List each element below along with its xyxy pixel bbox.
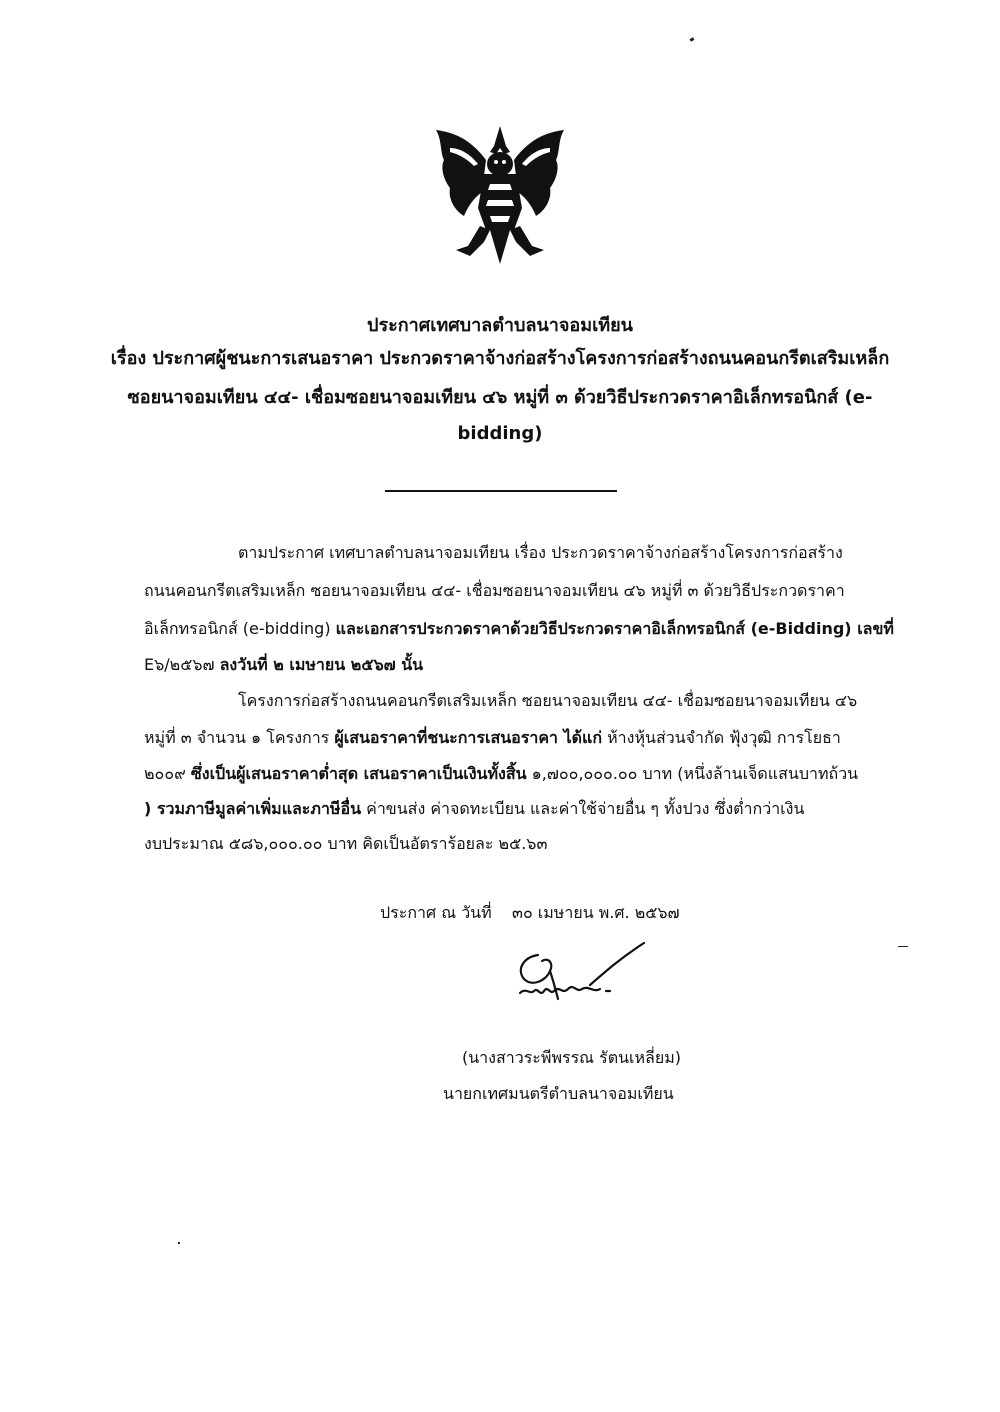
subject-line-3: bidding) — [457, 423, 543, 444]
paragraph-2-line-2-part-a: หมู่ที่ ๓ จำนวน ๑ โครงการ — [144, 728, 335, 747]
paragraph-1-line-2: ถนนคอนกรีตเสริมเหล็ก ซอยนาจอมเทียน ๔๔- เชื่อมซอยนาจอมเทียน ๔๖ หมู่ที่ ๓ ด้วยวิธีประกวดราคา — [144, 581, 845, 600]
signer-title: นายกเทศมนตรีตำบลนาจอมเทียน — [443, 1084, 674, 1103]
paragraph-2-line-2-part-b: ผู้เสนอราคาที่ชนะการเสนอราคา ได้แก่ — [334, 728, 603, 747]
announcement-date: ประกาศ ณ วันที่ ๓๐ เมษายน พ.ศ. ๒๕๖๗ — [380, 903, 680, 922]
paragraph-2-line-4 — [144, 798, 804, 820]
divider-rule — [385, 490, 617, 492]
paragraph-2-line-3-part-b: ซึ่งเป็นผู้เสนอราคาต่ำสุด เสนอราคาเป็นเงินทั้งสิ้น — [190, 764, 527, 783]
paragraph-1-line-1: ตามประกาศ เทศบาลตำบลนาจอมเทียน เรื่อง ประกวดราคาจ้างก่อสร้างโครงการก่อสร้าง — [238, 543, 843, 562]
paragraph-1-line-4 — [144, 654, 423, 676]
paragraph-1-line-3-part-a: อิเล็กทรอนิกส์ (e-bidding) — [144, 619, 336, 638]
paragraph-2-line-4-part-b: ค่าขนส่ง ค่าจดทะเบียน และค่าใช้จ่ายอื่น ๆ ทั้งปวง ซึ่งต่ำกว่าเงิน — [361, 799, 805, 818]
paragraph-1-line-3-part-b: และเอกสารประกวดราคาด้วยวิธีประกวดราคาอิเล็กทรอนิกส์ (e-Bidding) เลขที่ — [335, 619, 894, 638]
scan-speck — [898, 946, 908, 947]
paragraph-1-line-3 — [144, 618, 894, 640]
paragraph-2-line-5: งบประมาณ ๕๘๖,๐๐๐.๐๐ บาท คิดเป็นอัตราร้อยละ ๒๕.๖๓ — [144, 834, 548, 853]
document-title: ประกาศเทศบาลตำบลนาจอมเทียน — [367, 315, 633, 336]
paragraph-2-line-3-part-a: ๒๐๐๙ — [144, 764, 191, 783]
subject-line-1: เรื่อง ประกาศผู้ชนะการเสนอราคา ประกวดราคาจ้างก่อสร้างโครงการก่อสร้างถนนคอนกรีตเสริมเหล็ก — [110, 348, 890, 369]
paragraph-2-line-2-part-c: ห้างหุ้นส่วนจำกัด ฟุ้งวุฒิ การโยธา — [602, 728, 841, 747]
handwritten-signature-icon — [510, 935, 660, 1015]
garuda-emblem-icon — [430, 118, 570, 268]
paragraph-1-line-4-part-a: E๖/๒๕๖๗ — [144, 655, 220, 674]
scan-speck — [178, 1242, 180, 1244]
scan-speck — [690, 37, 695, 42]
paragraph-1-line-4-part-b: ลงวันที่ ๒ เมษายน ๒๕๖๗ นั้น — [219, 655, 424, 674]
paragraph-2-line-1: โครงการก่อสร้างถนนคอนกรีตเสริมเหล็ก ซอยนาจอมเทียน ๔๔- เชื่อมซอยนาจอมเทียน ๔๖ — [238, 691, 858, 710]
paragraph-2-line-3 — [144, 763, 858, 785]
paragraph-2-line-3-part-c: ๑,๗๐๐,๐๐๐.๐๐ บาท (หนึ่งล้านเจ็ดแสนบาทถ้วน — [526, 764, 859, 783]
signer-name: (นางสาวระพีพรรณ รัตนเหลี่ยม) — [462, 1048, 682, 1067]
paragraph-2-line-2 — [144, 727, 841, 749]
subject-line-2: ซอยนาจอมเทียน ๔๔- เชื่อมซอยนาจอมเทียน ๔๖ หมู่ที่ ๓ ด้วยวิธีประกวดราคาอิเล็กทรอนิกส์ (e- — [127, 387, 873, 408]
paragraph-2-line-4-part-a: ) รวมภาษีมูลค่าเพิ่มและภาษีอื่น — [144, 799, 362, 818]
